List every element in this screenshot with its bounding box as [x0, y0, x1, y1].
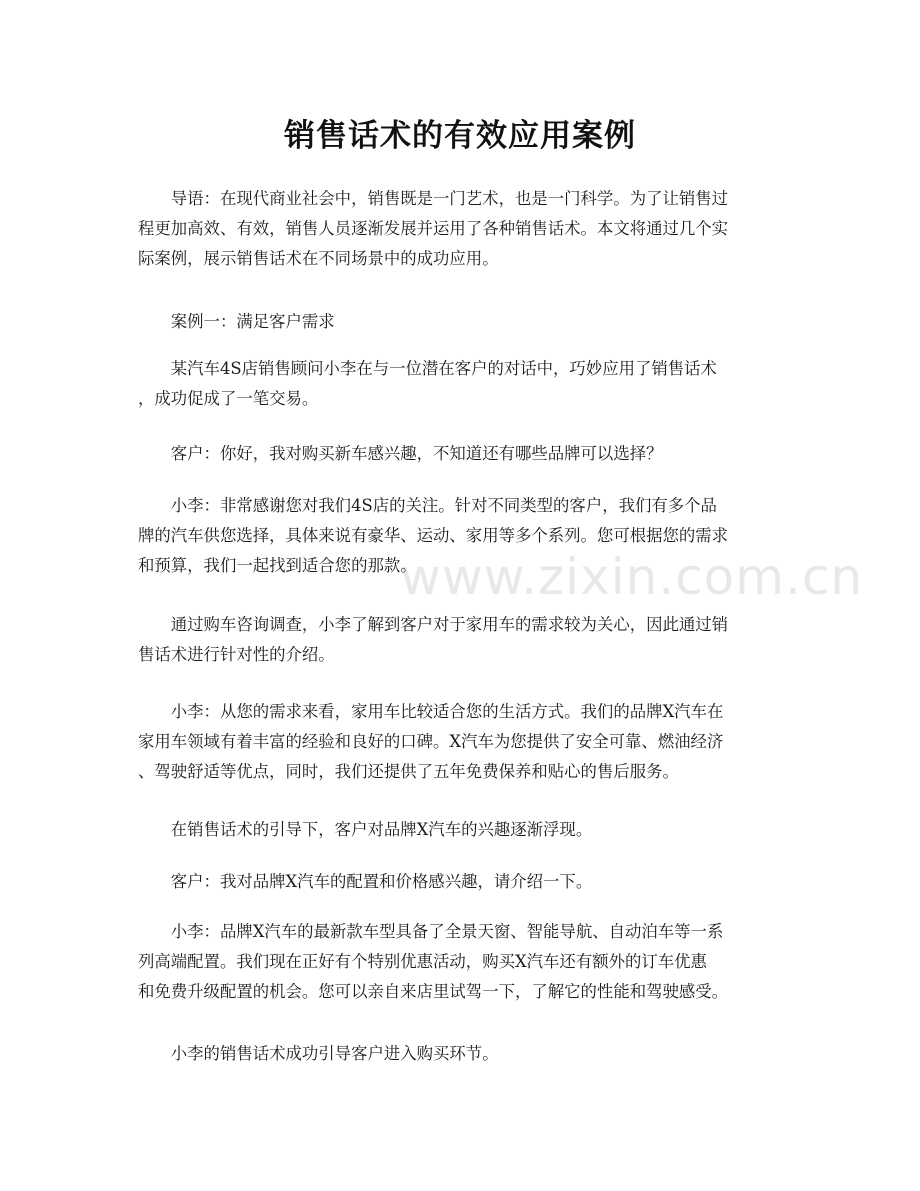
paragraph-line: 案例一：满足客户需求	[138, 312, 335, 331]
paragraph-line: 小李：品牌X汽车的最新款车型具备了全景天窗、智能导航、自动泊车等一系	[138, 922, 724, 941]
paragraph-line: 牌的汽车供您选择，具体来说有豪华、运动、家用等多个系列。您可根据您的需求	[138, 526, 729, 545]
paragraph-line: 小李：非常感谢您对我们4S店的关注。针对不同类型的客户，我们有多个品	[138, 496, 717, 515]
paragraph-line: 导语：在现代商业社会中，销售既是一门艺术，也是一门科学。为了让销售过	[138, 189, 729, 208]
paragraph-line: 小李：从您的需求来看，家用车比较适合您的生活方式。我们的品牌X汽车在	[138, 702, 724, 721]
paragraph-case-intro	[138, 354, 786, 414]
paragraph-line: 通过购车咨询调查，小李了解到客户对于家用车的需求较为关心，因此通过销	[138, 615, 729, 634]
paragraph-line: 程更加高效、有效，销售人员逐渐发展并运用了各种销售话术。本文将通过几个实	[138, 219, 729, 238]
paragraph-line: 某汽车4S店销售顾问小李在与一位潜在客户的对话中，巧妙应用了销售话术	[138, 359, 717, 378]
paragraph-line: ，成功促成了一笔交易。	[138, 389, 319, 408]
paragraph-line: 家用车领域有着丰富的经验和良好的口碑。X汽车为您提供了安全可靠、燃油经济	[138, 732, 724, 751]
paragraph-dialogue	[138, 917, 786, 1007]
paragraph-line: 和预算，我们一起找到适合您的那款。	[138, 556, 417, 575]
watermark: www.zixin.com.cn	[400, 548, 864, 606]
paragraph-dialogue	[138, 439, 786, 469]
page-title: 销售话术的有效应用案例	[284, 118, 636, 154]
paragraph-line: 客户：我对品牌X汽车的配置和价格感兴趣，请介绍一下。	[138, 872, 593, 891]
paragraph-line: 客户：你好，我对购买新车感兴趣，不知道还有哪些品牌可以选择？	[138, 444, 663, 463]
paragraph-line: 小李的销售话术成功引导客户进入购买环节。	[138, 1044, 499, 1063]
paragraph-intro	[138, 184, 786, 274]
paragraph-dialogue	[138, 697, 786, 787]
paragraph-line: 和免费升级配置的机会。您可以亲自来店里试驾一下，了解它的性能和驾驶感受。	[138, 982, 729, 1001]
paragraph-narrative	[138, 1039, 786, 1069]
paragraph-line: 在销售话术的引导下，客户对品牌X汽车的兴趣逐渐浮现。	[138, 820, 593, 839]
paragraph-line: 际案例，展示销售话术在不同场景中的成功应用。	[138, 249, 499, 268]
paragraph-case-heading	[138, 307, 786, 337]
paragraph-line: 列高端配置。我们现在正好有个特别优惠活动，购买X汽车还有额外的订车优惠	[138, 952, 707, 971]
paragraph-dialogue	[138, 867, 786, 897]
paragraph-line: 售话术进行针对性的介绍。	[138, 645, 335, 664]
paragraph-narrative	[138, 610, 786, 670]
paragraph-line: 、驾驶舒适等优点，同时，我们还提供了五年免费保养和贴心的售后服务。	[138, 762, 679, 781]
paragraph-dialogue	[138, 491, 786, 581]
paragraph-narrative	[138, 815, 786, 845]
